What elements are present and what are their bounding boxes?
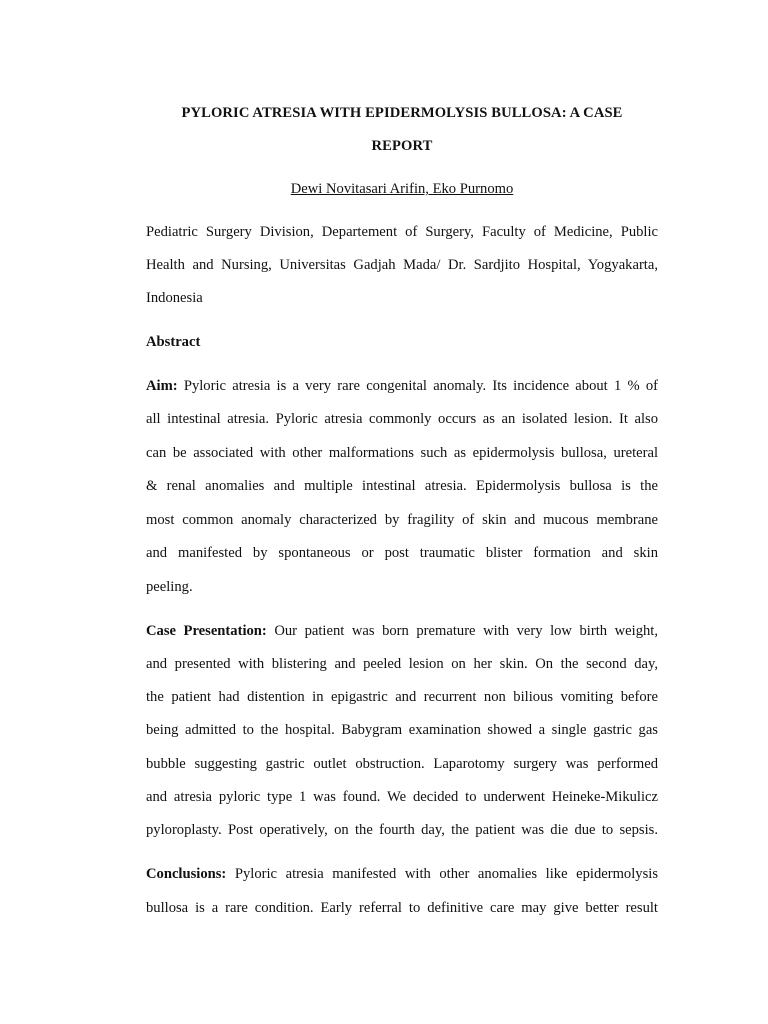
conclusions-label: Conclusions: (146, 866, 227, 882)
title-line-2: REPORT (371, 138, 433, 154)
affiliation-line: Indonesia (146, 290, 203, 306)
title-line-1: PYLORIC ATRESIA WITH EPIDERMOLYSIS BULLOSA: A CASE (181, 105, 623, 121)
authors-text: Dewi Novitasari Arifin, Eko Purnomo (290, 181, 514, 197)
case-line: and atresia pyloric type 1 was found. We decided to underwent Heineke-Mikulicz (146, 789, 658, 805)
aim-line: peeling. (146, 579, 193, 595)
aim-line: all intestinal atresia. Pyloric atresia commonly occurs as an isolated lesion. It also (146, 411, 658, 427)
conclusions-text: Pyloric atresia manifested with other anomalies like epidermolysis (226, 866, 658, 882)
case-line: pyloroplasty. Post operatively, on the fourth day, the patient was die due to sepsis. (146, 822, 658, 838)
case-text: Our patient was born premature with very low birth weight, (266, 623, 658, 639)
conclusions-line: bullosa is a rare condition. Early referral to definitive care may give better result (146, 900, 658, 916)
aim-line: and manifested by spontaneous or post traumatic blister formation and skin (146, 545, 658, 561)
aim-label: Aim: (146, 378, 178, 394)
aim-line: can be associated with other malformations such as epidermolysis bullosa, ureteral (146, 445, 658, 461)
authors (146, 180, 658, 198)
affiliation-line: Health and Nursing, Universitas Gadjah Mada/ Dr. Sardjito Hospital, Yogyakarta, (146, 257, 658, 273)
aim-line: most common anomaly characterized by fragility of skin and mucous membrane (146, 512, 658, 528)
case-line: the patient had distention in epigastric and recurrent non bilious vomiting before (146, 689, 658, 705)
case-line (146, 622, 658, 640)
case-line: and presented with blistering and peeled lesion on her skin. On the second day, (146, 656, 658, 672)
case-line: bubble suggesting gastric outlet obstruction. Laparotomy surgery was performed (146, 756, 658, 772)
abstract-heading: Abstract (146, 334, 201, 350)
affiliation-line: Pediatric Surgery Division, Departement of Surgery, Faculty of Medicine, Public (146, 224, 658, 240)
aim-line (146, 377, 658, 395)
case-label: Case Presentation: (146, 623, 267, 639)
case-line: being admitted to the hospital. Babygram examination showed a single gastric gas (146, 722, 658, 738)
aim-text: Pyloric atresia is a very rare congenital anomaly. Its incidence about 1 % of (177, 378, 658, 394)
conclusions-line (146, 865, 658, 883)
aim-line: & renal anomalies and multiple intestinal atresia. Epidermolysis bullosa is the (146, 478, 658, 494)
